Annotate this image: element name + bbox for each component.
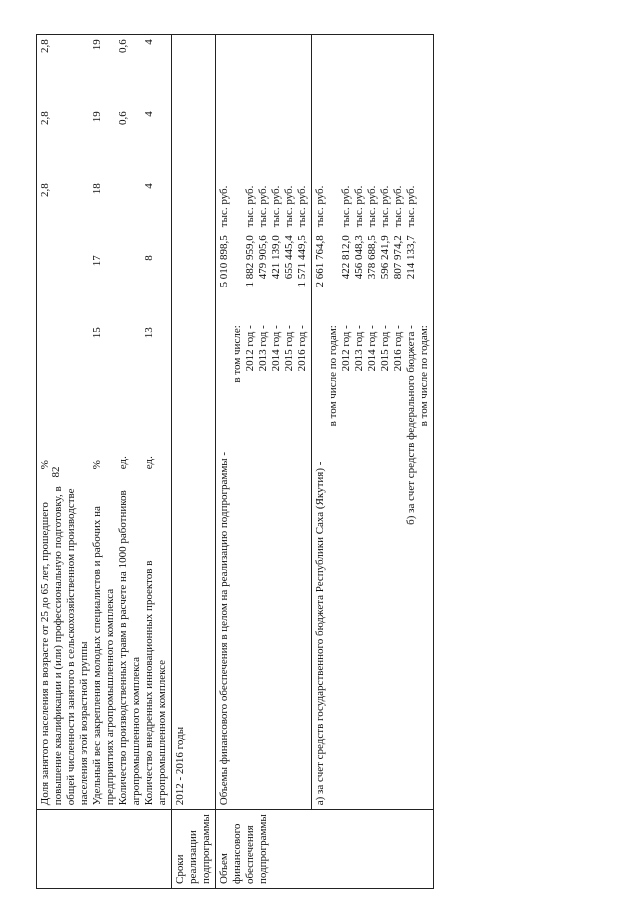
regional-year-value: 456 048,3 (353, 235, 365, 280)
indicator-value: 2,8 (39, 111, 51, 125)
indicator-unit: % (91, 460, 103, 470)
financing-total-line (218, 39, 231, 805)
financing-year: 2012 год - (244, 325, 256, 372)
financing-year-line (296, 39, 309, 805)
financing-row (216, 35, 434, 889)
indicator-value: 4 (143, 111, 155, 117)
financing-unit: тыс. руб. (296, 185, 308, 228)
financing-total-value: 5 010 898,5 (218, 235, 230, 288)
regional-total-line (314, 39, 327, 805)
regional-year-line (366, 39, 379, 805)
indicators-cell (37, 35, 172, 810)
federal-by-years-line (418, 39, 431, 805)
indicator-unit: ед. (117, 456, 129, 470)
indicator-name: Количество внедренных инновационных проектов в агропромышленном комплексе (143, 560, 168, 806)
terms-value: 2012 - 2016 годы (172, 35, 216, 810)
regional-year: 2015 год - (379, 325, 391, 372)
indicator-value (117, 183, 143, 255)
financing-unit: тыс. руб. (379, 185, 391, 228)
regional-year-line (340, 39, 353, 805)
indicator-value: 18 (91, 183, 103, 195)
indicator-row (143, 39, 169, 805)
indicator-value: 4 (143, 183, 155, 189)
indicators-label-cell (37, 810, 172, 889)
federal-by-years: в том числе по годам: (418, 325, 430, 427)
indicator-value: 0,6 (117, 39, 129, 53)
regional-year-line (379, 39, 392, 805)
indicator-value: 0,6 (117, 111, 129, 125)
financing-unit: тыс. руб. (340, 185, 352, 228)
financing-year: 2013 год - (257, 325, 269, 372)
regional-by-years: в том числе по годам: (327, 325, 339, 427)
financing-year: 2015 год - (283, 325, 295, 372)
financing-in-that-line (231, 39, 244, 805)
indicator-name: Доля занятого населения в возрасте от 25 до 65 лет, прошедшего повышение квалификации и (или) профессиональную подготовку, в общей численности занятого в сельскохозяйственном производстве населения этой возрастной группы (39, 486, 90, 806)
regional-year-value: 807 974,2 (392, 235, 404, 280)
indicator-row (39, 39, 91, 805)
financing-unit: тыс. руб. (405, 185, 417, 228)
indicator-unit: ед. (143, 456, 155, 470)
financing-year-line (244, 39, 257, 805)
regional-year: 2014 год - (366, 325, 378, 372)
financing-unit: тыс. руб. (314, 185, 326, 228)
financing-unit: тыс. руб. (244, 185, 256, 228)
section-divider (311, 35, 312, 809)
financing-unit: тыс. руб. (257, 185, 269, 228)
financing-year-value: 421 139,0 (270, 235, 282, 280)
indicator-value: 4 (143, 39, 155, 45)
regional-year-value: 422 812,0 (340, 235, 352, 280)
financing-year-value: 1 571 449,5 (296, 235, 308, 288)
financing-cell (216, 35, 434, 810)
financing-total-text: Объемы финансового обеспечения в целом на реализацию подпрограммы - (218, 451, 230, 806)
regional-year-value: 378 688,5 (366, 235, 378, 280)
regional-year: 2012 год - (340, 325, 352, 372)
terms-row (172, 35, 216, 889)
indicator-value: 19 (91, 39, 103, 51)
financing-year: 2014 год - (270, 325, 282, 372)
financing-unit: тыс. руб. (353, 185, 365, 228)
indicator-value: 13 (143, 327, 155, 339)
financing-year-line (270, 39, 283, 805)
indicator-value: 2,8 (39, 39, 51, 53)
subprogram-passport-table (36, 34, 434, 889)
rotated-table-container (36, 41, 546, 889)
indicator-value: 17 (91, 255, 103, 267)
regional-year-value: 596 241,9 (379, 235, 391, 280)
financing-year: 2016 год - (296, 325, 308, 372)
indicator-value: 8 (143, 255, 155, 261)
financing-in-that: в том числе: (231, 325, 243, 383)
federal-text: б) за счет средств федерального бюджета - (405, 325, 417, 525)
indicator-value: 15 (91, 327, 103, 339)
indicator-value (117, 327, 143, 399)
regional-by-years-line (327, 39, 340, 805)
indicator-value: 2,8 (39, 183, 51, 197)
regional-year-line (353, 39, 366, 805)
federal-value: 214 133,7 (405, 235, 417, 280)
regional-year: 2016 год - (392, 325, 404, 372)
financing-year-line (257, 39, 270, 805)
indicator-row (91, 39, 117, 805)
indicators-row (37, 35, 172, 889)
financing-label: Объем финансового обеспечения подпрограммы (216, 810, 434, 889)
indicator-value (117, 255, 143, 327)
regional-year-line (392, 39, 405, 805)
financing-unit: тыс. руб. (283, 185, 295, 228)
page-number: 82 (50, 466, 62, 478)
regional-text: а) за счет средств государственного бюджета Республики Саха (Якутия) - (314, 461, 326, 806)
indicator-value: 19 (91, 111, 103, 123)
financing-year-line (283, 39, 296, 805)
federal-total-line (405, 39, 418, 805)
regional-value: 2 661 764,8 (314, 235, 326, 288)
financing-year-value: 655 445,4 (283, 235, 295, 280)
indicator-name: Удельный вес закрепления молодых специалистов и рабочих на предприятиях агропромышленного комплекса (91, 506, 116, 806)
financing-unit: тыс. руб. (270, 185, 282, 228)
indicator-name: Количество производственных травм в расчете на 1000 работников агропромышленного комплекса (117, 490, 142, 806)
financing-year-value: 479 905,6 (257, 235, 269, 280)
indicator-value (39, 255, 91, 327)
indicator-value (39, 327, 91, 399)
financing-year-value: 1 882 959,0 (244, 235, 256, 288)
financing-unit: тыс. руб. (392, 185, 404, 228)
indicator-unit: % (39, 460, 51, 470)
financing-unit: тыс. руб. (218, 185, 230, 228)
terms-label: Сроки реализации подпрограммы (172, 810, 216, 889)
indicator-row (117, 39, 143, 805)
regional-year: 2013 год - (353, 325, 365, 372)
financing-unit: тыс. руб. (366, 185, 378, 228)
